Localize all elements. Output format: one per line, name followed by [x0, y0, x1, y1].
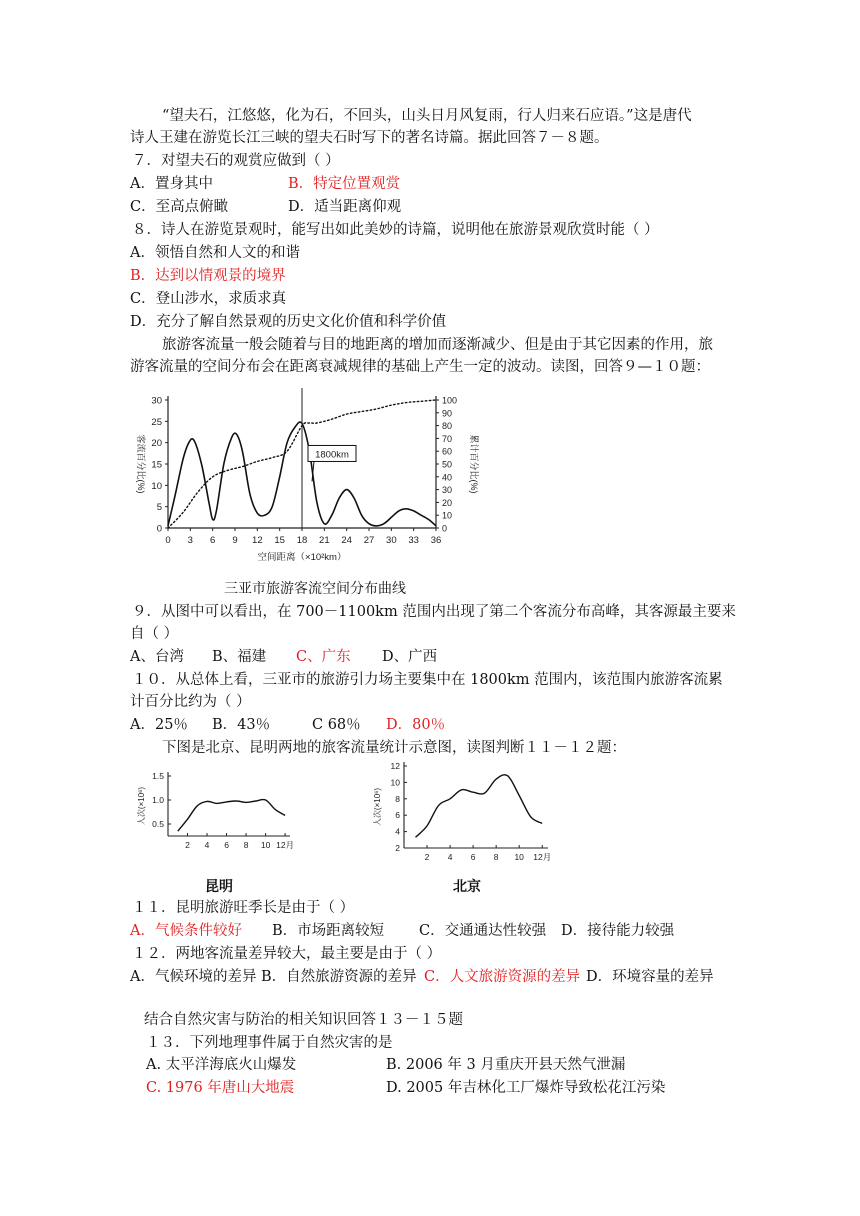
q10-stem-line2: 计百分比约为（ ）: [130, 694, 251, 710]
q9-stem-line2: 自（ ）: [130, 626, 179, 642]
kunming-x-tick-label: 8: [243, 840, 249, 850]
beijing-y-tick-label: 8: [395, 793, 400, 804]
beijing-chart-title: 北京: [453, 878, 481, 894]
beijing-x-tick-label: 4: [447, 852, 453, 862]
sanya-x-tick-label: 27: [363, 535, 375, 546]
q7-option-a: A．置身其中: [130, 176, 213, 192]
beijing-visitor-chart: [364, 754, 558, 864]
kunming-x-tick-label: 6: [224, 840, 229, 850]
q7-option-d: D．适当距离仰观: [288, 199, 402, 215]
kunming-y-tick-label: 0.5: [152, 819, 164, 829]
kunming-x-tick-label: 10: [260, 840, 271, 850]
q9-option-a: A、台湾: [130, 649, 184, 665]
sanya-y-right-tick-label: 60: [442, 446, 453, 457]
sanya-x-tick-label: 30: [386, 535, 397, 546]
sanya-y-right-tick-label: 100: [442, 395, 458, 406]
sanya-y-right-tick-label: 40: [442, 472, 453, 483]
sanya-x-tick-label: 24: [341, 535, 352, 546]
sanya-y-right-tick-label: 90: [442, 408, 453, 419]
kunming-x-tick-label: 4: [204, 840, 210, 850]
sanya-x-tick-label: 33: [408, 535, 419, 546]
sanya-y-left-tick-label: 30: [151, 395, 162, 407]
sanya-y-left-tick-label: 25: [151, 416, 162, 428]
sanya-y-right-axis-label: 累计百分比(%): [469, 434, 479, 494]
sanya-y-right-tick-label: 30: [442, 485, 453, 496]
q9-stem-line1: ９．从图中可以看出，在 700－1100km 范围内出现了第二个客流分布高峰，其客源最主要来: [132, 604, 736, 620]
sanya-y-right-tick-label: 80: [442, 421, 453, 432]
q10-option-b: B．43％: [212, 717, 271, 733]
sanya-annotation-label: 1800km: [315, 449, 349, 461]
q12-option-a: A．气候环境的差异: [130, 969, 257, 985]
q7-stem: ７．对望夫石的观赏应做到（ ）: [132, 153, 340, 169]
q13-stem: １３．下列地理事件属于自然灾害的是: [146, 1035, 393, 1051]
beijing-y-tick-label: 6: [395, 810, 400, 821]
sanya-y-right-tick-label: 10: [442, 510, 453, 521]
q10-option-a: A．25％: [130, 717, 188, 733]
beijing-y-tick-label: 10: [390, 777, 400, 788]
q13-option-c-answer: C. 1976 年唐山大地震: [146, 1080, 295, 1096]
kunming-y-tick-label: 1.0: [152, 795, 164, 805]
sanya-y-left-tick-label: 0: [156, 523, 162, 535]
sanya-x-tick-label: 3: [187, 535, 193, 546]
sanya-y-left-tick-label: 10: [151, 480, 162, 492]
sanya-y-left-tick-label: 20: [151, 438, 162, 450]
kunming-visitor-chart: [130, 768, 300, 850]
q7-option-b-answer: B．特定位置观赏: [288, 176, 401, 192]
q12-stem: １２．两地客流量差异较大，最主要是由于（ ）: [132, 946, 442, 962]
beijing-y-tick-label: 4: [395, 826, 400, 837]
kunming-x-tick-label: 12月: [276, 840, 295, 850]
beijing-x-tick-label: 12月: [533, 852, 552, 862]
q11-option-b: B．市场距离较短: [272, 923, 385, 939]
q8-option-c: C．登山涉水，求质求真: [130, 291, 287, 307]
intro-13-15: 结合自然灾害与防治的相关知识回答１３－１５题: [144, 1012, 463, 1028]
intro-9-10-line1: 旅游客流量一般会随着与目的地距离的增加而逐渐减少、但是由于其它因素的作用，旅: [162, 337, 713, 353]
intro-11-12: 下图是北京、昆明两地的旅客流量统计示意图，读图判断１１－１２题：: [162, 740, 626, 756]
q9-option-c-answer: C、广东: [296, 649, 351, 665]
sanya-y-left-tick-label: 5: [156, 502, 162, 514]
beijing-x-tick-label: 10: [514, 852, 524, 862]
beijing-x-tick-label: 8: [493, 852, 499, 862]
q7-option-c: C．至高点俯瞰: [130, 199, 229, 215]
q12-option-b: B．自然旅游资源的差异: [261, 969, 417, 985]
beijing-y-axis-label: 人次(×10⁶): [373, 787, 382, 827]
q12-option-d: D．环境容量的差异: [586, 969, 714, 985]
sanya-y-right-tick-label: 50: [442, 459, 453, 470]
q12-option-c-answer: C．人文旅游资源的差异: [424, 969, 581, 985]
q10-option-c: C 68％: [312, 717, 361, 733]
q10-stem-line1: １０．从总体上看，三亚市的旅游引力场主要集中在 1800km 范围内，该范围内旅游客流累: [132, 672, 723, 688]
intro-7-8-line1: “望夫石，江悠悠，化为石，不回头，山头日月风复雨，行人归来石应语。”这是唐代: [162, 108, 692, 124]
sanya-x-tick-label: 15: [274, 535, 285, 546]
q11-option-c: C．交通通达性较强: [419, 923, 547, 939]
beijing-x-tick-label: 6: [470, 852, 476, 862]
beijing-series-line: [416, 775, 543, 838]
q13-option-b: B. 2006 年 3 月重庆开县天然气泄漏: [386, 1057, 626, 1073]
sanya-y-right-tick-label: 0: [442, 523, 448, 534]
q11-option-d: D．接待能力较强: [561, 923, 675, 939]
q8-option-a: A．领悟自然和人文的和谐: [130, 245, 300, 261]
intro-7-8-line2: 诗人王建在游览长江三峡的望夫石时写下的著名诗篇。据此回答７－８题。: [130, 130, 609, 146]
q8-option-b-answer: B．达到以情观景的境界: [130, 268, 286, 284]
beijing-x-tick-label: 2: [424, 852, 430, 862]
sanya-y-left-tick-label: 15: [151, 459, 162, 471]
sanya-x-axis-label: 空间距离（×10²km）: [257, 552, 347, 563]
kunming-series-line: [178, 800, 285, 832]
q11-option-a-answer: A．气候条件较好: [130, 923, 242, 939]
sanya-y-left-axis-label: 客流百分比(%): [136, 434, 146, 494]
sanya-y-right-tick-label: 20: [442, 497, 453, 508]
sanya-x-tick-label: 12: [252, 535, 263, 546]
beijing-y-tick-label: 2: [395, 843, 400, 853]
q13-option-d: D. 2005 年吉林化工厂爆炸导致松花江污染: [386, 1080, 666, 1096]
sanya-x-tick-label: 9: [232, 535, 238, 546]
kunming-y-tick-label: 1.5: [152, 771, 164, 781]
q11-stem: １１．昆明旅游旺季长是由于（ ）: [132, 900, 355, 916]
sanya-y-right-tick-label: 70: [442, 433, 453, 444]
sanya-x-tick-label: 18: [296, 535, 308, 546]
intro-9-10-line2: 游客流量的空间分布会在距离衰减规律的基础上产生一定的波动。读图，回答９—１０题：: [130, 359, 710, 375]
q9-option-d: D、广西: [382, 649, 438, 665]
sanya-x-tick-label: 6: [210, 535, 216, 546]
q9-option-b: B、福建: [212, 649, 267, 665]
q8-stem: ８．诗人在游览景观时，能写出如此美妙的诗篇，说明他在旅游景观欣赏时能（ ）: [132, 222, 659, 238]
sanya-tourist-flow-chart: [128, 388, 480, 578]
kunming-chart-title: 昆明: [205, 878, 233, 894]
kunming-y-axis-label: 人次(×10⁶): [137, 786, 146, 826]
beijing-y-tick-label: 12: [390, 761, 400, 771]
q8-option-d: D．充分了解自然景观的历史文化价值和科学价值: [130, 314, 447, 330]
sanya-x-tick-label: 36: [430, 535, 442, 546]
sanya-chart-title: 三亚市旅游客流空间分布曲线: [224, 580, 406, 596]
q13-option-a: A. 太平洋海底火山爆发: [146, 1057, 297, 1073]
q10-option-d-answer: D．80％: [386, 717, 446, 733]
kunming-x-tick-label: 2: [185, 840, 190, 850]
sanya-x-tick-label: 21: [319, 535, 330, 546]
sanya-x-tick-label: 0: [165, 535, 171, 546]
